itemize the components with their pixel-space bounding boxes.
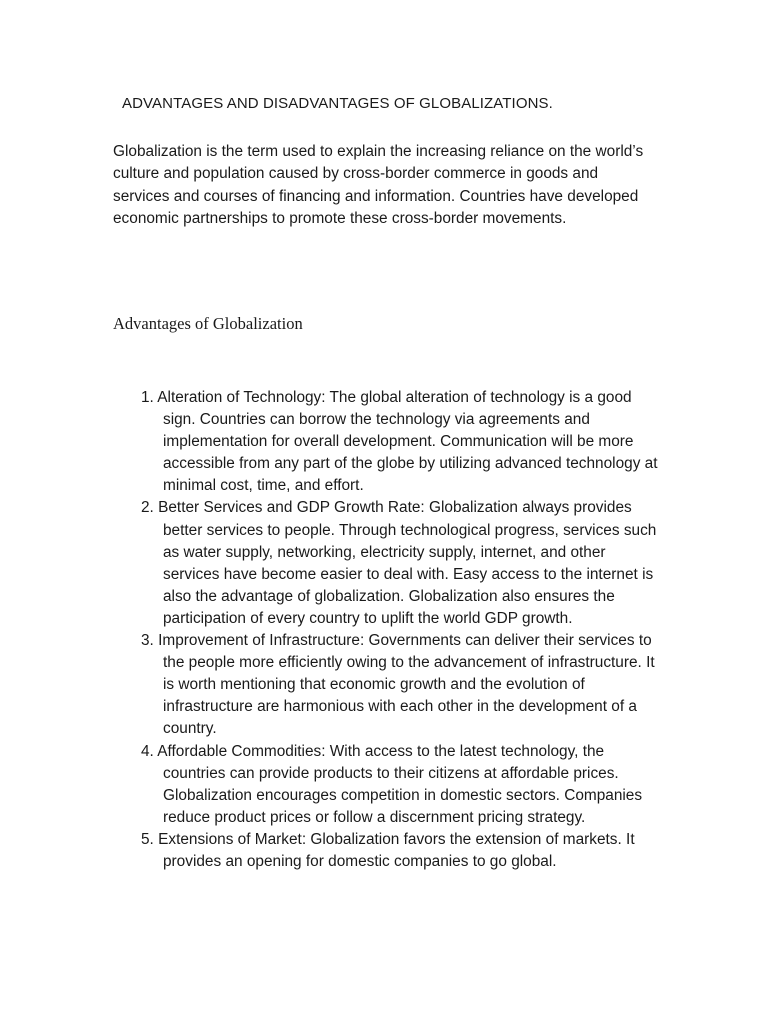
list-item: 5. Extensions of Market: Globalization favors the extension of markets. It provides an opening for domestic companies to go global. <box>141 830 635 870</box>
list-item: 2. Better Services and GDP Growth Rate: Globalization always provides better services to people. Through technological progress, services such as water supply, networking, electricity supply, internet, and other services have become easier to deal with. Easy access to the internet is also the advantage of globalization. Globalization also ensures the participation of every country to uplift the world GDP growth. <box>141 499 657 627</box>
list-item: 1. Alteration of Technology: The global alteration of technology is a good sign. Countries can borrow the technology via agreements and implementation for overall development. Communication will be more accessible from any part of the globe by utilizing advanced technology at minimal cost, time, and effort. <box>141 389 658 495</box>
intro-paragraph: Globalization is the term used to explain the increasing reliance on the world’s culture and population caused by cross-border commerce in goods and services and courses of financing and information. Countries have developed economic partnerships to promote these cross-border movements. <box>113 143 644 227</box>
advantages-list <box>141 387 661 873</box>
list-item: 4. Affordable Commodities: With access to the latest technology, the countries can provide products to their citizens at affordable prices. Globalization encourages competition in domestic sectors. Companies reduce product prices or follow a discernment pricing strategy. <box>141 742 643 826</box>
list-item: 3. Improvement of Infrastructure: Governments can deliver their services to the people more efficiently owing to the advancement of infrastructure. It is worth mentioning that economic growth and the evolution of infrastructure are harmonious with each other in the development of a country. <box>141 632 655 738</box>
document-title: ADVANTAGES AND DISADVANTAGES OF GLOBALIZATIONS. <box>122 95 553 112</box>
section-heading: Advantages of Globalization <box>113 314 303 333</box>
